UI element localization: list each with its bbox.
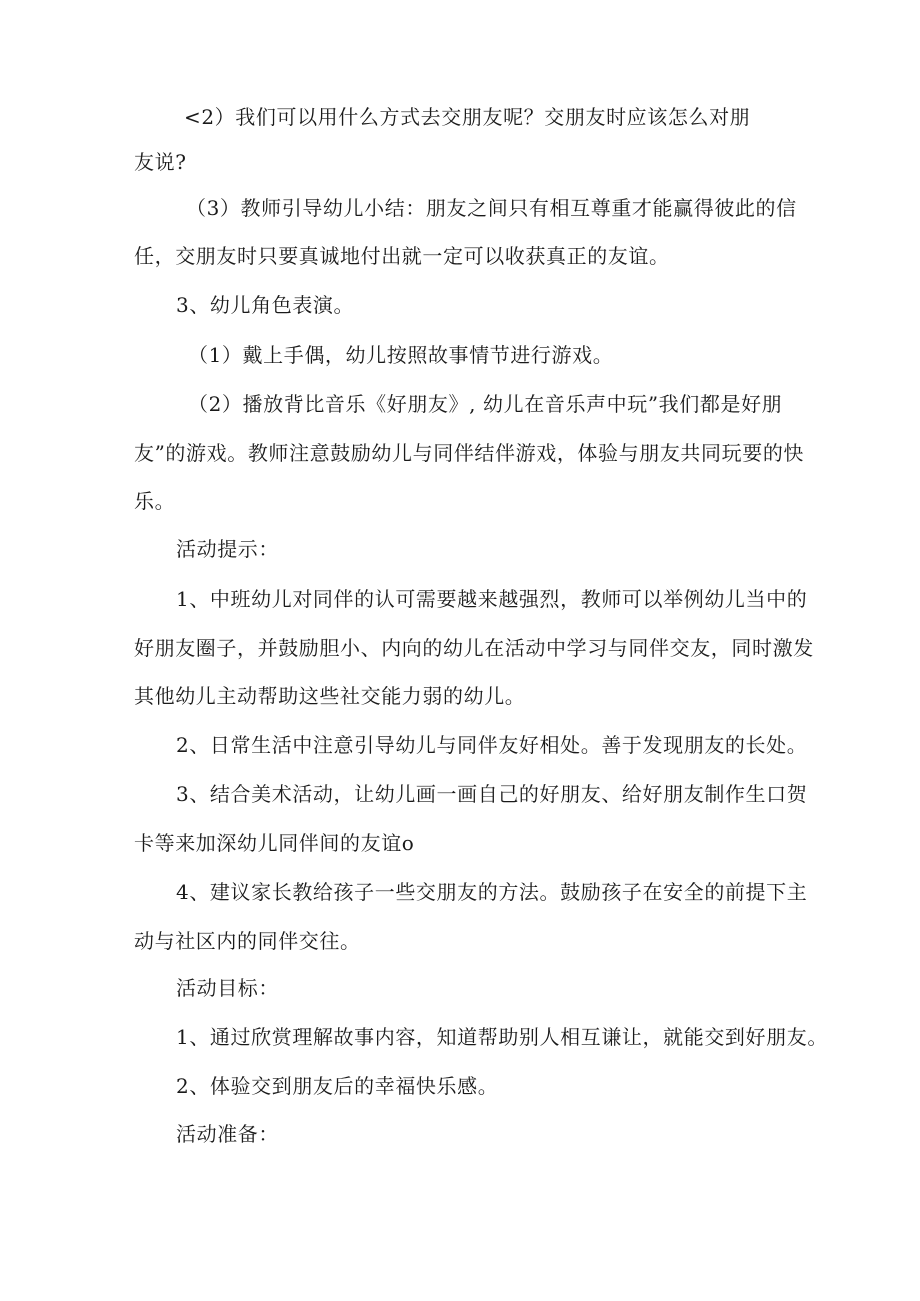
paragraph-line: 3、结合美术活动，让幼儿画一画自己的好朋友、给好朋友制作生口贺 [176,782,808,806]
paragraph-line: （3）教师引导幼儿小结：朋友之间只有相互尊重才能赢得彼此的信 [186,196,797,220]
section-heading: 活动准备： [176,1122,279,1146]
paragraph-line: 2、体验交到朋友后的幸福快乐感。 [176,1074,499,1098]
paragraph-line: 其他幼儿主动帮助这些社交能力弱的幼儿。 [134,684,526,708]
paragraph-line: 卡等来加深幼儿同伴间的友谊o [134,831,415,855]
paragraph-line: 乐。 [134,489,176,513]
paragraph-line: 2、日常生活中注意引导幼儿与同伴友好相处。善于发现朋友的长处。 [176,733,808,757]
paragraph-line: （1）戴上手偶，幼儿按照故事情节进行游戏。 [188,343,614,367]
paragraph-line: <2）我们可以用什么方式去交朋友呢？交朋友时应该怎么对朋 [184,105,751,129]
paragraph-line: 动与社区内的同伴交往。 [134,929,361,953]
section-item: 3、幼儿角色表演。 [176,293,355,317]
paragraph-line: 1、中班幼儿对同伴的认可需要越来越强烈，教师可以举例幼儿当中的 [176,587,808,611]
paragraph-line: 友”的游戏。教师注意鼓励幼儿与同伴结伴游戏，体验与朋友共同玩要的快 [134,441,805,465]
paragraph-line: 好朋友圈子，并鼓励胆小、内向的幼儿在活动中学习与同伴交友，同时激发 [134,636,814,660]
paragraph-line: 4、建议家长教给孩子一些交朋友的方法。鼓励孩子在安全的前提下主 [176,880,808,904]
section-heading: 活动提示： [176,537,279,561]
section-heading: 活动目标： [176,976,279,1000]
paragraph-line: 任，交朋友时只要真诚地付出就一定可以收获真正的友谊。 [134,244,670,268]
paragraph-line: 1、通过欣赏理解故事内容，知道帮助别人相互谦让，就能交到好朋友。 [176,1025,828,1049]
paragraph-line: 友说? [134,150,187,174]
paragraph-line: （2）播放背比音乐《好朋友》, 幼儿在音乐声中玩”我们都是好朋 [188,392,783,416]
